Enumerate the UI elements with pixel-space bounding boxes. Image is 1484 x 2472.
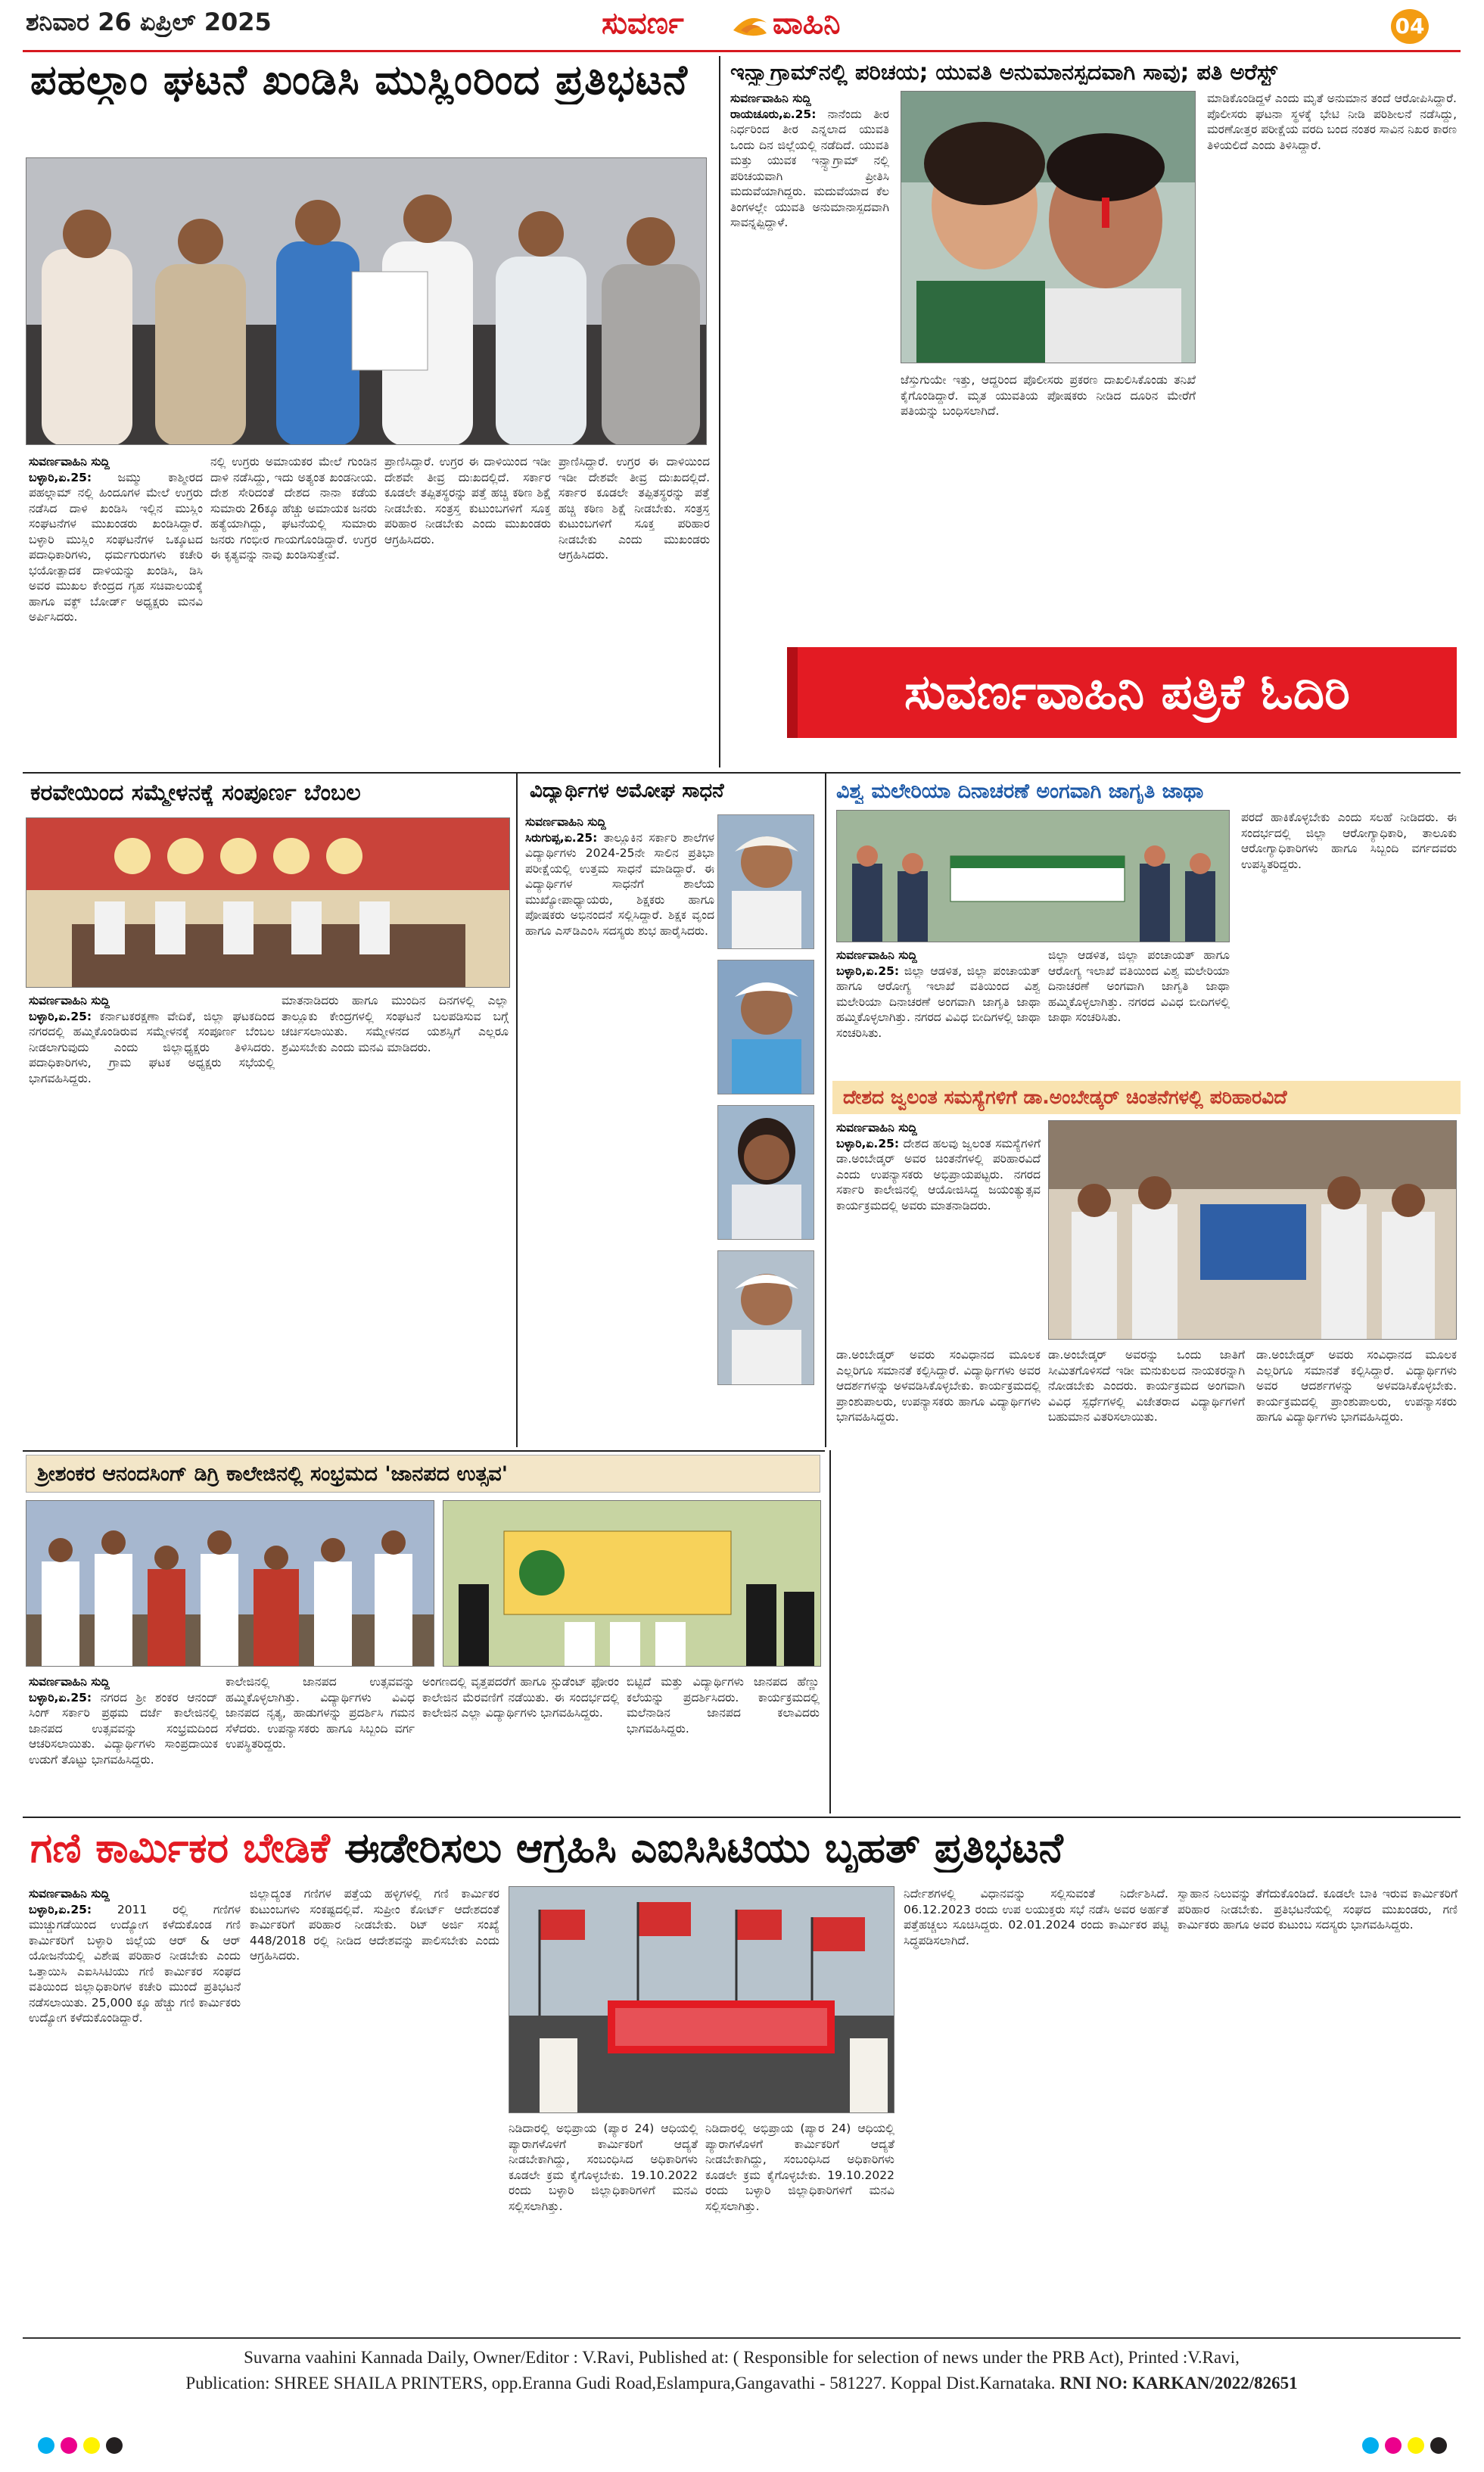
story1-headline: ಪಹಲ್ಗಾಂ ಘಟನೆ ಖಂಡಿಸಿ ಮುಸ್ಲಿಂರಿಂದ ಪ್ರತಿಭಟನೆ — [30, 56, 689, 104]
divider-row3-v — [829, 1450, 831, 1814]
story7-text-1: ನಗರದ ಶ್ರೀ ಶಂಕರ ಆನಂದ್ ಸಿಂಗ್ ಸರ್ಕಾರಿ ಪ್ರಥಮ ದರ್ಜೆ ಕಾಲೇಜಿನಲ್ಲಿ ಜಾನಪದ ಉತ್ಸವವನ್ನು ಸಂಭ್ರಮದಿಂದ ಆಚರಿಸಲಾಯಿತು. ವಿದ್ಯಾರ್ಥಿಗಳು ಸಾಂಪ್ರದಾಯಿಕ ಉಡುಗೆ ತೊಟ್ಟು ಭಾಗವಹಿಸಿದ್ದರು. — [29, 1690, 218, 1767]
footer-rule — [23, 2337, 1461, 2339]
story1-byline: ಸುವರ್ಣವಾಹಿನಿ ಸುದ್ದಿ — [29, 455, 110, 469]
story1-text-2: ನಲ್ಲಿ ಉಗ್ರರು ಅಮಾಯಕರ ಮೇಲೆ ಗುಂಡಿನ ದಾಳಿ ನಡೆಸಿದ್ದು, ಇದು ಅತ್ಯಂತ ಖಂಡನೀಯ. ದೇಶ ಸೇರಿದಂತೆ ದೇಶದ ನಾನಾ ಕಡೆಯ ಸುಮಾರು 26ಕ್ಕೂ ಹೆಚ್ಚು ಅಮಾಯಕ ಜನರು ಹತ್ಯೆಯಾಗಿದ್ದು, ಘಟನೆಯಲ್ಲಿ ಸುಮಾರು ಜನರು ಗಂಭೀರ ಗಾಯಗೊಂಡಿದ್ದಾರೆ. ಉಗ್ರರ ಈ ಕೃತ್ಯವನ್ನು ನಾವು ಖಂಡಿಸುತ್ತೇವೆ. — [210, 455, 377, 562]
story5-text-3: ಪರದೆ ಹಾಕಿಕೊಳ್ಳಬೇಕು ಎಂದು ಸಲಹೆ ನೀಡಿದರು. ಈ ಸಂದರ್ಭದಲ್ಲಿ ಜಿಲ್ಲಾ ಆರೋಗ್ಯಾಧಿಕಾರಿ, ತಾಲೂಕು ಆರೋಗ್ಯಾಧಿಕಾರಿಗಳು ಹಾಗೂ ಸಿಬ್ಬಂದಿ ವರ್ಗದವರು ಉಪಸ್ಥಿತರಿದ್ದರು. — [1241, 811, 1457, 871]
story8-photo — [509, 1886, 894, 2113]
story6-column-1 — [836, 1120, 1041, 1340]
story3-text-2: ಮಾತನಾಡಿದರು ಹಾಗೂ ಮುಂದಿನ ದಿನಗಳಲ್ಲಿ ಎಲ್ಲಾ ತಾಲ್ಲೂಕು ಕೇಂದ್ರಗಳಲ್ಲಿ ಸಂಘಟನೆ ಬಲಪಡಿಸುವ ಬಗ್ಗೆ ಚರ್ಚಿಸಲಾಯಿತು. ಸಮ್ಮೇಳನದ ಯಶಸ್ಸಿಗೆ ಎಲ್ಲರೂ ಶ್ರಮಿಸಬೇಕು ಎಂದು ಮನವಿ ಮಾಡಿದರು. — [282, 994, 509, 1054]
story5-headline: ವಿಶ್ವ ಮಲೇರಿಯಾ ದಿನಾಚರಣೆ ಅಂಗವಾಗಿ ಜಾಗೃತಿ ಜಾಥಾ — [836, 780, 1204, 803]
story7-text-2: ಕಾಲೇಜಿನಲ್ಲಿ ಜಾನಪದ ಉತ್ಸವವನ್ನು ಹಮ್ಮಿಕೊಳ್ಳಲಾಗಿತ್ತು. ವಿದ್ಯಾರ್ಥಿಗಳು ವಿವಿಧ ಜಾನಪದ ನೃತ್ಯ, ಹಾಡುಗಳನ್ನು ಪ್ರದರ್ಶಿಸಿ ಗಮನ ಸೆಳೆದರು. ಉಪನ್ಯಾಸಕರು ಹಾಗೂ ಸಿಬ್ಬಂದಿ ವರ್ಗ ಉಪಸ್ಥಿತರಿದ್ದರು. — [226, 1675, 415, 1751]
divider-row2-v1 — [516, 774, 518, 1447]
story5-text-1: ಜಿಲ್ಲಾ ಆಡಳಿತ, ಜಿಲ್ಲಾ ಪಂಚಾಯತ್ ಹಾಗೂ ಆರೋಗ್ಯ ಇಲಾಖೆ ವತಿಯಿಂದ ವಿಶ್ವ ಮಲೇರಿಯಾ ದಿನಾಚರಣೆ ಅಂಗವಾಗಿ ಜಾಗೃತಿ ಜಾಥಾ ಹಮ್ಮಿಕೊಳ್ಳಲಾಗಿತ್ತು. ನಗರದ ವಿವಿಧ ಬೀದಿಗಳಲ್ಲಿ ಜಾಥಾ ಸಂಚರಿಸಿತು. — [836, 964, 1041, 1040]
story2-headline: ಇನ್ಸ್ಟಾಗ್ರಾಮ್‌ನಲ್ಲಿ ಪರಿಚಯ; ಯುವತಿ ಅನುಮಾನಸ್ಪದವಾಗಿ ಸಾವು; ಪತಿ ಅರೆಸ್ಟ್ — [730, 59, 1277, 85]
story6-dateline: ಬಳ್ಳಾರಿ,ಏ.25: — [836, 1136, 900, 1150]
ambedkar-program-image — [1049, 1121, 1457, 1340]
story4-headline: ವಿದ್ಯಾರ್ಥಿಗಳ ಅಮೋಘ ಸಾಧನೆ — [530, 780, 724, 802]
awareness-rally-image — [837, 811, 1230, 942]
story6-column-2 — [836, 1347, 1041, 1794]
brand-name-part1: ಸುವರ್ಣ — [602, 6, 684, 41]
divider-row-1 — [23, 772, 1461, 774]
story3-photo — [26, 817, 510, 988]
story1-column-3 — [384, 454, 551, 764]
story8-headline — [30, 1824, 1453, 1873]
story1-column-1 — [29, 454, 203, 764]
student-photo-3 — [717, 1105, 814, 1240]
registration-mark-icon — [38, 2437, 54, 2454]
registration-mark-icon — [1408, 2437, 1424, 2454]
story8-column-6 — [1178, 1886, 1458, 2325]
protest-crowd-image — [26, 158, 707, 445]
folk-festival-group-image — [26, 1501, 434, 1667]
meeting-stage-image — [26, 818, 510, 988]
promo-banner-text: ಸುವರ್ಣವಾಹಿನಿ ಪತ್ರಿಕೆ ಓದಿರಿ — [904, 665, 1350, 721]
story5-column-1 — [836, 948, 1041, 1075]
page-number: 04 — [1395, 14, 1425, 39]
story7-photo-2 — [443, 1500, 821, 1667]
story3-headline: ಕರವೇಯಿಂದ ಸಮ್ಮೇಳನಕ್ಕೆ ಸಂಪೂರ್ಣ ಬೆಂಬಲ — [30, 780, 361, 806]
story2-dateline: ರಾಯಚೂರು,ಏ.25: — [730, 107, 817, 121]
story4-column — [525, 814, 714, 1443]
story4-dateline: ಸಿರುಗುಪ್ಪ,ಏ.25: — [525, 830, 598, 845]
story5-text-2: ಜಿಲ್ಲಾ ಆಡಳಿತ, ಜಿಲ್ಲಾ ಪಂಚಾಯತ್ ಹಾಗೂ ಆರೋಗ್ಯ ಇಲಾಖೆ ವತಿಯಿಂದ ವಿಶ್ವ ಮಲೇರಿಯಾ ದಿನಾಚರಣೆ ಅಂಗವಾಗಿ ಜಾಗೃತಿ ಜಾಥಾ ಹಮ್ಮಿಕೊಳ್ಳಲಾಗಿತ್ತು. ನಗರದ ವಿವಿಧ ಬೀದಿಗಳಲ್ಲಿ ಜಾಥಾ ಸಂಚರಿಸಿತು. — [1048, 948, 1230, 1024]
registration-mark-icon — [1362, 2437, 1379, 2454]
story8-column-2 — [250, 1886, 499, 2325]
story8-text-6: ಸ್ವಾಹಾನ ನಿಲುವನ್ನು ತೆಗೆದುಕೊಂಡಿದೆ. ಕೂಡಲೇ ಬಾಕಿ ಇರುವ ಕಾರ್ಮಿಕರಿಗೆ ಪರಿಹಾರ ನೀಡಬೇಕು. ಪ್ರತಿಭಟನೆಯಲ್ಲಿ ಸಂಘದ ಮುಖಂಡರು, ಗಣಿ ಕಾರ್ಮಿಕರು ಹಾಗೂ ಅವರ ಕುಟುಂಬ ಸದಸ್ಯರು ಭಾಗವಹಿಸಿದ್ದರು. — [1178, 1887, 1458, 1932]
story6-column-4 — [1256, 1347, 1457, 1794]
story8-headline-black: ಈಡೇರಿಸಲು ಆಗ್ರಹಿಸಿ ಎಐಸಿಸಿಟಿಯು ಬೃಹತ್ ಪ್ರತಿಭಟನೆ — [344, 1824, 1063, 1872]
story7-column-2 — [226, 1674, 415, 1812]
story8-column-3 — [509, 2121, 698, 2325]
footer-line-1: Suvarna vaahini Kannada Daily, Owner/Editor : V.Ravi, Published at: ( Responsible for selection of news under the PRB Act), Printed :V.Ravi, — [244, 2348, 1240, 2367]
story1-text-3: ಪ್ರಾಣಿಸಿದ್ದಾರೆ. ಉಗ್ರರ ಈ ದಾಳಿಯಿಂದ ಇಡೀ ದೇಶವೇ ತೀವ್ರ ದುಃಖದಲ್ಲಿದೆ. ಸರ್ಕಾರ ಕೂಡಲೇ ತಪ್ಪಿತಸ್ಥರನ್ನು ಪತ್ತೆ ಹಚ್ಚಿ ಕಠಿಣ ಶಿಕ್ಷೆ ನೀಡಬೇಕು. ಸಂತ್ರಸ್ತ ಕುಟುಂಬಗಳಿಗೆ ಸೂಕ್ತ ಪರಿಹಾರ ನೀಡಬೇಕು ಎಂದು ಮುಖಂಡರು ಆಗ್ರಹಿಸಿದರು. — [384, 455, 551, 546]
divider-row-2 — [23, 1450, 825, 1452]
story8-column-1 — [29, 1886, 241, 2325]
registration-mark-icon — [61, 2437, 77, 2454]
story6-photo — [1048, 1120, 1457, 1340]
flame-logo-icon — [730, 8, 770, 41]
registration-mark-icon — [1430, 2437, 1447, 2454]
story8-text-2: ಜಿಲ್ಲಾದ್ಯಂತ ಗಣಿಗಳ ಪತ್ತೆಯ ಹಳ್ಳಿಗಳಲ್ಲಿ ಗಣಿ ಕಾರ್ಮಿಕರ ಕುಟುಂಬಗಳು ಸಂಕಷ್ಟದಲ್ಲಿವೆ. ಸುಪ್ರೀಂ ಕೋರ್ಟ್ ಆದೇಶದಂತೆ ಕಾರ್ಮಿಕರಿಗೆ ಪರಿಹಾರ ನೀಡಬೇಕು. ರಿಟ್ ಅರ್ಜಿ ಸಂಖ್ಯೆ 448/2018 ರಲ್ಲಿ ನೀಡಿದ ಆದೇಶವನ್ನು ಪಾಲಿಸಬೇಕು ಎಂದು ಆಗ್ರಹಿಸಿದರು. — [250, 1887, 499, 1963]
student-photo-2 — [717, 960, 814, 1094]
story7-byline: ಸುವರ್ಣವಾಹಿನಿ ಸುದ್ದಿ — [29, 1675, 110, 1689]
divider-top-vertical — [719, 56, 720, 767]
story8-column-4 — [705, 2121, 894, 2325]
story8-dateline: ಬಳ್ಳಾರಿ,ಏ.25: — [29, 1902, 92, 1916]
page-number-badge — [1391, 9, 1429, 44]
story5-column-2 — [1048, 948, 1230, 1075]
story2-text-3: ಮಾಡಿಕೊಂಡಿದ್ದಳೆ ಎಂದು ಮೃತೆ ಅನುಮಾನ ತಂದೆ ಆರೋಪಿಸಿದ್ದಾರೆ. ಪೊಲೀಸರು ಘಟನಾ ಸ್ಥಳಕ್ಕೆ ಭೇಟಿ ನೀಡಿ ಪರಿಶೀಲನೆ ನಡೆಸಿದ್ದು, ಮರಣೋತ್ತರ ಪರೀಕ್ಷೆಯ ವರದಿ ಬಂದ ನಂತರ ಸಾವಿನ ನಿಖರ ಕಾರಣ ತಿಳಿಯಲಿದೆ ಎಂದು ತಿಳಿಸಿದ್ದಾರೆ. — [1207, 92, 1457, 152]
union-protest-image — [509, 1887, 894, 2113]
story6-headline-bar — [832, 1081, 1461, 1114]
story7-headline-bar — [26, 1455, 820, 1493]
registration-mark-icon — [1385, 2437, 1402, 2454]
masthead-logo — [602, 5, 927, 44]
story4-byline: ಸುವರ್ಣವಾಹಿನಿ ಸುದ್ದಿ — [525, 815, 606, 829]
story7-text-3: ಅಂಗಣದಲ್ಲಿ ವೃತ್ತಪದರೆಗೆ ಹಾಗೂ ಸ್ಟುಡೆಂಟ್ ಫೋರಂ ಕಾಲೇಜಿನ ಮೆರವಣಿಗೆ ನಡೆಯಿತು. ಈ ಸಂದರ್ಭದಲ್ಲಿ ಕಾಲೇಜಿನ ಎಲ್ಲಾ ವಿದ್ಯಾರ್ಥಿಗಳು ಭಾಗವಹಿಸಿದ್ದರು. — [422, 1675, 619, 1720]
story8-text-5: ನಿರ್ದೇಶಗಳಲ್ಲಿ ವಿಧಾನವನ್ನು ಸಲ್ಲಿಸುವಂತೆ ನಿರ್ದೇಶಿಸಿದೆ. 06.12.2023 ರಂದು ಉಪ ಲಯುಕ್ತರು ಸಭೆ ನಡೆಸಿ ಅವರ ಅರ್ಹತೆ ಪತ್ತೆಹಚ್ಚಲು ಸೂಚಿಸಿದ್ದರು. 02.01.2024 ರಂದು ಕಾರ್ಮಿಕರ ಪಟ್ಟಿ ಸಿದ್ಧಪಡಿಸಲಾಗಿದೆ. — [904, 1887, 1168, 1947]
story8-text-4: ನಿಡಿದಾರಲ್ಲಿ ಅಭಿಪ್ರಾಯ (ಪ್ಯಾರ 24) ಆಧಿಯಲ್ಲಿ ಪ್ಯಾರಾಗಳೊಳಗೆ ಕಾರ್ಮಿಕರಿಗೆ ಆದ್ಯತೆ ನೀಡಬೇಕಾಗಿದ್ದು, ಸಂಬಂಧಿಸಿದ ಅಧಿಕಾರಿಗಳು ಕೂಡಲೇ ಕ್ರಮ ಕೈಗೊಳ್ಳಬೇಕು. 19.10.2022 ರಂದು ಬಳ್ಳಾರಿ ಜಿಲ್ಲಾಧಿಕಾರಿಗಳಿಗೆ ಮನವಿ ಸಲ್ಲಿಸಲಾಗಿತ್ತು. — [705, 2122, 894, 2213]
story1-text-4: ಪ್ರಾಣಿಸಿದ್ದಾರೆ. ಉಗ್ರರ ಈ ದಾಳಿಯಿಂದ ಇಡೀ ದೇಶವೇ ತೀವ್ರ ದುಃಖದಲ್ಲಿದೆ. ಸರ್ಕಾರ ಕೂಡಲೇ ತಪ್ಪಿತಸ್ಥರನ್ನು ಪತ್ತೆ ಹಚ್ಚಿ ಕಠಿಣ ಶಿಕ್ಷೆ ನೀಡಬೇಕು. ಸಂತ್ರಸ್ತ ಕುಟುಂಬಗಳಿಗೆ ಸೂಕ್ತ ಪರಿಹಾರ ನೀಡಬೇಕು ಎಂದು ಮುಖಂಡರು ಆಗ್ರಹಿಸಿದರು. — [558, 455, 710, 562]
story3-byline: ಸುವರ್ಣವಾಹಿನಿ ಸುದ್ದಿ — [29, 994, 110, 1007]
story2-column-2 — [901, 372, 1196, 613]
divider-row-3 — [23, 1817, 1461, 1818]
story5-column-3 — [1241, 810, 1457, 1075]
story3-text-1: ಕರ್ನಾಟಕರಕ್ಷಣಾ ವೇದಿಕೆ, ಜಿಲ್ಲಾ ಘಟಕದಿಂದ ನಗರದಲ್ಲಿ ಹಮ್ಮಿಕೊಂಡಿರುವ ಸಮ್ಮೇಳನಕ್ಕೆ ಸಂಪೂರ್ಣ ಬೆಂಬಲ ನೀಡಲಾಗುವುದು ಎಂದು ಜಿಲ್ಲಾಧ್ಯಕ್ಷರು ತಿಳಿಸಿದರು. ಪದಾಧಿಕಾರಿಗಳು, ಗ್ರಾಮ ಘಟಕ ಅಧ್ಯಕ್ಷರು ಸಭೆಯಲ್ಲಿ ಭಾಗವಹಿಸಿದ್ದರು. — [29, 1009, 275, 1085]
brand-name-part2: ವಾಹಿನಿ — [773, 6, 841, 41]
divider-row2-v2 — [825, 774, 826, 1447]
story2-byline: ಸುವರ್ಣವಾಹಿನಿ ಸುದ್ದಿ — [730, 92, 811, 105]
story3-column-2 — [282, 993, 509, 1447]
story2-text-1: ನಾನೆಂದು ತೀರ ನಿರ್ಧರಿಂದ ತೀರ ಎನ್ನಲಾದ ಯುವತಿ ಒಂದು ದಿನ ಜಿಲ್ಲೆಯಲ್ಲಿ ನಡೆದಿದೆ. ಯುವತಿ ಮತ್ತು ಯುವಕ ಇನ್ಸ್ಟಾಗ್ರಾಮ್ ನಲ್ಲಿ ಪರಿಚಯವಾಗಿ ಪ್ರೀತಿಸಿ ಮದುವೆಯಾಗಿದ್ದರು. ಮದುವೆಯಾದ ಕೆಲ ತಿಂಗಳಲ್ಲೇ ಯುವತಿ ಅನುಮಾನಾಸ್ಪದವಾಗಿ ಸಾವನ್ನಪ್ಪಿದ್ದಾಳೆ. — [730, 107, 889, 229]
footer-line-2: Publication: SHREE SHAILA PRINTERS, opp.Eranna Gudi Road,Eslampura,Gangavathi - 581227. Koppal Dist.Karnataka. — [185, 2374, 1056, 2393]
story8-byline: ಸುವರ್ಣವಾಹಿನಿ ಸುದ್ದಿ — [29, 1887, 110, 1901]
story7-column-3 — [422, 1674, 619, 1812]
story6-headline: ದೇಶದ ಜ್ವಲಂತ ಸಮಸ್ಯೆಗಳಿಗೆ ಡಾ.ಅಂಬೇಡ್ಕರ್ ಚಿಂತನೆಗಳಲ್ಲಿ ಪರಿಹಾರವಿದೆ — [843, 1086, 1287, 1108]
story6-text-2: ಡಾ.ಅಂಬೇಡ್ಕರ್ ಅವರು ಸಂವಿಧಾನದ ಮೂಲಕ ಎಲ್ಲರಿಗೂ ಸಮಾನತೆ ಕಲ್ಪಿಸಿದ್ದಾರೆ. ವಿದ್ಯಾರ್ಥಿಗಳು ಅವರ ಆದರ್ಶಗಳನ್ನು ಅಳವಡಿಸಿಕೊಳ್ಳಬೇಕು. ಕಾರ್ಯಕ್ರಮದಲ್ಲಿ ಪ್ರಾಂಶುಪಾಲರು, ಉಪನ್ಯಾಸಕರು ಹಾಗೂ ವಿದ್ಯಾರ್ಥಿಗಳು ಭಾಗವಹಿಸಿದ್ದರು. — [836, 1348, 1041, 1424]
story7-column-4 — [627, 1674, 820, 1812]
story8-headline-red: ಗಣಿ ಕಾರ್ಮಿಕರ ಬೇಡಿಕೆ — [30, 1824, 330, 1872]
story1-text-1: ಜಮ್ಮು ಕಾಶ್ಮೀರದ ಪಹಲ್ಗಾಮ್ ನಲ್ಲಿ ಹಿಂದೂಗಳ ಮೇಲೆ ಉಗ್ರರು ನಡೆಸಿದ ದಾಳಿ ಖಂಡಿಸಿ ಇಲ್ಲಿನ ಮುಸ್ಲಿಂ ಸಂಘಟನೆಗಳ ಮುಖಂಡರು ಖಂಡಿಸಿದ್ದಾರೆ. ಬಳ್ಳಾರಿ ಮುಸ್ಲಿಂ ಸಂಘಟನೆಗಳ ಒಕ್ಕೂಟದ ಪದಾಧಿಕಾರಿಗಳು, ಧರ್ಮಗುರುಗಳು ಕಚೇರಿ ಭಯೋತ್ಪಾದಕ ದಾಳಿಯನ್ನು ಖಂಡಿಸಿ, ಡಿಸಿ ಅವರ ಮುಖಲ ಕೇಂದ್ರದ ಗೃಹ ಸಚಿವಾಲಯಕ್ಕೆ ಹಾಗೂ ವಕ್ಫ್ ಬೋರ್ಡ್ ಅಧ್ಯಕ್ಷರು ಮನವಿ ಅರ್ಪಿಸಿದರು. — [29, 470, 203, 624]
story5-dateline: ಬಳ್ಳಾರಿ,ಏ.25: — [836, 964, 900, 978]
promo-banner — [787, 647, 1457, 738]
registration-mark-icon — [106, 2437, 123, 2454]
folk-festival-banner-image — [443, 1501, 821, 1667]
story1-dateline: ಬಳ್ಳಾರಿ,ಏ.25: — [29, 470, 92, 484]
story8-text-1: 2011 ರಲ್ಲಿ ಗಣಿಗಳ ಮುಚ್ಚುಗಡೆಯಿಂದ ಉದ್ಯೋಗ ಕಳೆದುಕೊಂಡ ಗಣಿ ಕಾರ್ಮಿಕರಿಗೆ ಬಳ್ಳಾರಿ ಜಿಲ್ಲೆಯ ಆರ್ & ಆರ್ ಯೋಜನೆಯಲ್ಲಿ ವಿಶೇಷ ಪರಿಹಾರ ನೀಡಬೇಕು ಎಂದು ಒತ್ತಾಯಿಸಿ ಎಐಸಿಸಿಟಿಯು ಗಣಿ ಕಾರ್ಮಿಕರ ಸಂಘದ ವತಿಯಿಂದ ಜಿಲ್ಲಾಧಿಕಾರಿಗಳ ಕಚೇರಿ ಮುಂದೆ ಪ್ರತಿಭಟನೆ ನಡೆಸಲಾಯಿತು. 25,000 ಕ್ಕೂ ಹೆಚ್ಚು ಗಣಿ ಕಾರ್ಮಿಕರು ಉದ್ಯೋಗ ಕಳೆದುಕೊಂಡಿದ್ದಾರೆ. — [29, 1902, 241, 2025]
story7-headline: ಶ್ರೀಶಂಕರ ಆನಂದಸಿಂಗ್ ಡಿಗ್ರಿ ಕಾಲೇಜಿನಲ್ಲಿ ಸಂಭ್ರಮದ 'ಜಾನಪದ ಉತ್ಸವ' — [37, 1462, 509, 1486]
story6-byline: ಸುವರ್ಣವಾಹಿನಿ ಸುದ್ದಿ — [836, 1121, 917, 1135]
student-photo-1 — [717, 814, 814, 949]
story6-text-4: ಡಾ.ಅಂಬೇಡ್ಕರ್ ಅವರು ಸಂವಿಧಾನದ ಮೂಲಕ ಎಲ್ಲರಿಗೂ ಸಮಾನತೆ ಕಲ್ಪಿಸಿದ್ದಾರೆ. ವಿದ್ಯಾರ್ಥಿಗಳು ಅವರ ಆದರ್ಶಗಳನ್ನು ಅಳವಡಿಸಿಕೊಳ್ಳಬೇಕು. ಕಾರ್ಯಕ್ರಮದಲ್ಲಿ ಪ್ರಾಂಶುಪಾಲರು, ಉಪನ್ಯಾಸಕರು ಹಾಗೂ ವಿದ್ಯಾರ್ಥಿಗಳು ಭಾಗವಹಿಸಿದ್ದರು. — [1256, 1348, 1457, 1424]
story1-photo — [26, 157, 707, 445]
couple-selfie-image — [901, 92, 1196, 363]
story3-column-1 — [29, 993, 275, 1447]
registration-mark-icon — [83, 2437, 100, 2454]
footer-rni: RNI NO: KARKAN/2022/82651 — [1059, 2374, 1298, 2393]
story3-dateline: ಬಳ್ಳಾರಿ,ಏ.25: — [29, 1009, 92, 1023]
story1-column-4 — [558, 454, 710, 764]
story6-text-1: ದೇಶದ ಹಲವು ಜ್ವಲಂತ ಸಮಸ್ಯೆಗಳಿಗೆ ಡಾ.ಅಂಬೇಡ್ಕರ್ ಅವರ ಚಿಂತನೆಗಳಲ್ಲಿ ಪರಿಹಾರವಿದೆ ಎಂದು ಉಪನ್ಯಾಸಕರು ಅಭಿಪ್ರಾಯಪಟ್ಟರು. ನಗರದ ಸರ್ಕಾರಿ ಕಾಲೇಜಿನಲ್ಲಿ ಆಯೋಜಿಸಿದ್ದ ಜಯಂತ್ಯುತ್ಸವ ಕಾರ್ಯಕ್ರಮದಲ್ಲಿ ಅವರು ಮಾತನಾಡಿದರು. — [836, 1136, 1041, 1213]
story8-text-3: ನಿಡಿದಾರಲ್ಲಿ ಅಭಿಪ್ರಾಯ (ಪ್ಯಾರ 24) ಆಧಿಯಲ್ಲಿ ಪ್ಯಾರಾಗಳೊಳಗೆ ಕಾರ್ಮಿಕರಿಗೆ ಆದ್ಯತೆ ನೀಡಬೇಕಾಗಿದ್ದು, ಸಂಬಂಧಿಸಿದ ಅಧಿಕಾರಿಗಳು ಕೂಡಲೇ ಕ್ರಮ ಕೈಗೊಳ್ಳಬೇಕು. 19.10.2022 ರಂದು ಬಳ್ಳಾರಿ ಜಿಲ್ಲಾಧಿಕಾರಿಗಳಿಗೆ ಮನವಿ ಸಲ್ಲಿಸಲಾಗಿತ್ತು. — [509, 2122, 698, 2213]
story2-column-3 — [1207, 91, 1457, 613]
story7-photo-1 — [26, 1500, 434, 1667]
story2-column-1 — [730, 91, 889, 613]
masthead-rule — [23, 50, 1461, 52]
issue-date: ಶನಿವಾರ 26 ಏಪ್ರಿಲ್ 2025 — [26, 8, 272, 36]
story5-photo — [836, 810, 1230, 942]
footer-imprint — [30, 2345, 1453, 2396]
story6-text-3: ಡಾ.ಅಂಬೇಡ್ಕರ್ ಅವರನ್ನು ಒಂದು ಜಾತಿಗೆ ಸೀಮಿತಗೊಳಿಸದೆ ಇಡೀ ಮನುಕುಲದ ನಾಯಕರನ್ನಾಗಿ ನೋಡಬೇಕು ಎಂದರು. ಕಾರ್ಯಕ್ರಮದ ಅಂಗವಾಗಿ ವಿವಿಧ ಸ್ಪರ್ಧೆಗಳಲ್ಲಿ ವಿಜೇತರಾದ ವಿದ್ಯಾರ್ಥಿಗಳಿಗೆ ಬಹುಮಾನ ವಿತರಿಸಲಾಯಿತು. — [1048, 1348, 1245, 1424]
story7-column-1 — [29, 1674, 218, 1812]
story2-text-2: ಜೆಸ್ತುಗುಯೇ ಇತ್ತು, ಆದ್ದರಿಂದ ಪೊಲೀಸರು ಪ್ರಕರಣ ದಾಖಲಿಸಿಕೊಂಡು ತನಿಖೆ ಕೈಗೊಂಡಿದ್ದಾರೆ. ಮೃತ ಯುವತಿಯ ಪೋಷಕರು ನೀಡಿದ ದೂರಿನ ಮೇರೆಗೆ ಪತಿಯನ್ನು ಬಂಧಿಸಲಾಗಿದೆ. — [901, 373, 1196, 418]
story7-text-4: ಬಿಟ್ಟಿದೆ ಮತ್ತು ವಿದ್ಯಾರ್ಥಿಗಳು ಜಾನಪದ ಹೆಣ್ಣು ಕಲೆಯನ್ನು ಪ್ರದರ್ಶಿಸಿದರು. ಕಾರ್ಯಕ್ರಮದಲ್ಲಿ ಮಲೆನಾಡಿನ ಜಾನಪದ ಕಲಾವಿದರು ಭಾಗವಹಿಸಿದ್ದರು. — [627, 1675, 820, 1736]
story5-byline: ಸುವರ್ಣವಾಹಿನಿ ಸುದ್ದಿ — [836, 948, 917, 962]
story6-column-3 — [1048, 1347, 1245, 1794]
story4-text: ತಾಲ್ಲೂಕಿನ ಸರ್ಕಾರಿ ಶಾಲೆಗಳ ವಿದ್ಯಾರ್ಥಿಗಳು 2024-25ನೇ ಸಾಲಿನ ಪ್ರತಿಭಾ ಪರೀಕ್ಷೆಯಲ್ಲಿ ಉತ್ತಮ ಸಾಧನೆ ಮಾಡಿದ್ದಾರೆ. ಈ ವಿದ್ಯಾರ್ಥಿಗಳ ಸಾಧನೆಗೆ ಶಾಲೆಯ ಮುಖ್ಯೋಪಾಧ್ಯಾಯರು, ಶಿಕ್ಷಕರು ಹಾಗೂ ಪೋಷಕರು ಅಭಿನಂದನೆ ಸಲ್ಲಿಸಿದ್ದಾರೆ. ಶಿಕ್ಷಕ ವೃಂದ ಹಾಗೂ ಎಸ್‌ಡಿಎಂಸಿ ಸದಸ್ಯರು ಶುಭ ಹಾರೈಸಿದರು. — [525, 830, 714, 938]
story2-photo — [901, 91, 1196, 363]
story7-dateline: ಬಳ್ಳಾರಿ,ಏ.25: — [29, 1690, 92, 1705]
student-photo-4 — [717, 1250, 814, 1385]
story1-column-2 — [210, 454, 377, 764]
story8-column-5 — [904, 1886, 1168, 2325]
